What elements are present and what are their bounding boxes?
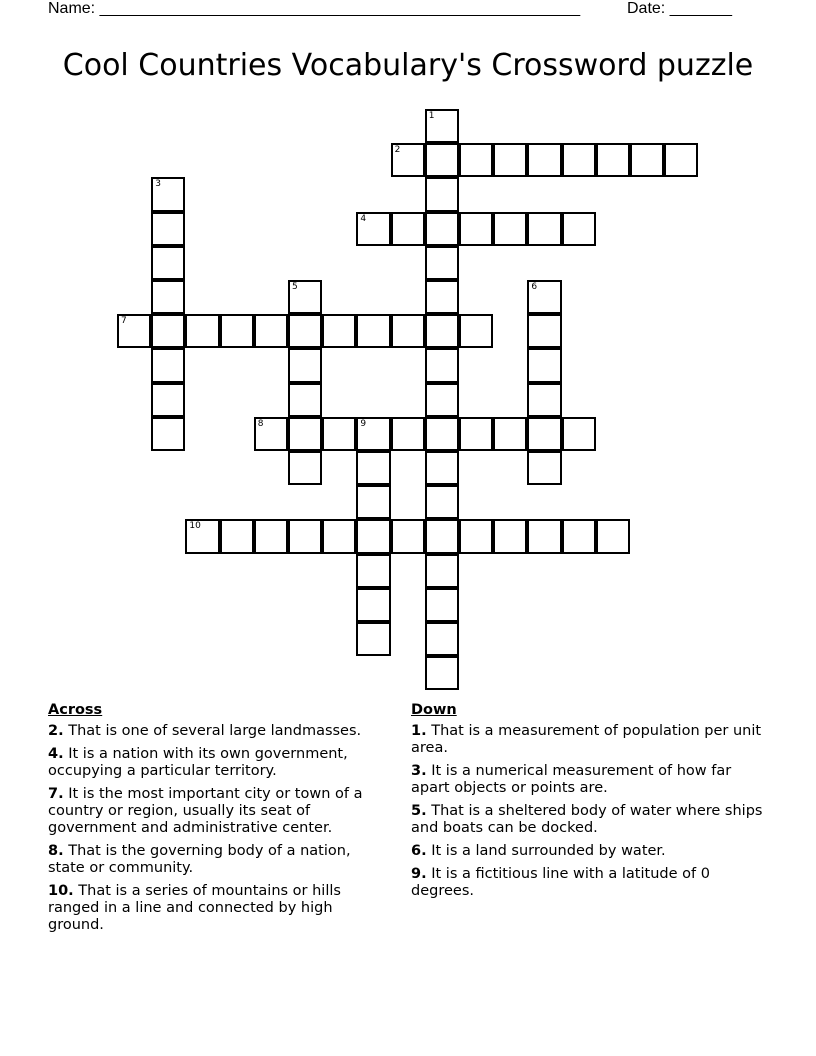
grid-cell[interactable] bbox=[527, 519, 561, 553]
grid-cell[interactable] bbox=[493, 143, 527, 177]
date-line: Date: _______ bbox=[627, 0, 732, 17]
grid-cell[interactable] bbox=[356, 485, 390, 519]
grid-cell[interactable] bbox=[425, 417, 459, 451]
across-heading: Across bbox=[48, 702, 103, 718]
grid-cell[interactable] bbox=[459, 143, 493, 177]
grid-cell[interactable] bbox=[493, 212, 527, 246]
grid-cell[interactable] bbox=[425, 588, 459, 622]
grid-cell[interactable] bbox=[527, 280, 561, 314]
clue-number: 8. bbox=[48, 843, 64, 859]
clue-across bbox=[48, 883, 388, 934]
clue-number: 5. bbox=[411, 803, 427, 819]
grid-cell[interactable] bbox=[425, 314, 459, 348]
grid-cell[interactable] bbox=[151, 246, 185, 280]
name-line: Name: ______________________________________________________ bbox=[48, 0, 581, 17]
grid-cell[interactable] bbox=[254, 519, 288, 553]
grid-cell[interactable] bbox=[527, 314, 561, 348]
page-title: Cool Countries Vocabulary's Crossword puzzle bbox=[62, 48, 754, 83]
clue-text: It is a land surrounded by water. bbox=[431, 843, 666, 859]
grid-cell[interactable] bbox=[151, 417, 185, 451]
grid-cell[interactable] bbox=[391, 519, 425, 553]
grid-cell[interactable] bbox=[356, 212, 390, 246]
clue-down bbox=[411, 843, 763, 860]
clue-text: That is a sheltered body of water where ships and boats can be docked. bbox=[411, 803, 763, 836]
grid-cell[interactable] bbox=[391, 314, 425, 348]
grid-cell[interactable] bbox=[356, 417, 390, 451]
clue-down bbox=[411, 866, 763, 900]
grid-cell[interactable] bbox=[151, 177, 185, 211]
grid-cell[interactable] bbox=[151, 348, 185, 382]
clue-across bbox=[48, 786, 388, 837]
cell-number: 7 bbox=[121, 316, 127, 327]
grid-cell[interactable] bbox=[391, 417, 425, 451]
grid-cell[interactable] bbox=[322, 519, 356, 553]
clue-number: 2. bbox=[48, 723, 64, 739]
grid-cell[interactable] bbox=[288, 519, 322, 553]
grid-cell[interactable] bbox=[459, 314, 493, 348]
grid-cell[interactable] bbox=[151, 280, 185, 314]
grid-cell[interactable] bbox=[151, 314, 185, 348]
grid-cell[interactable] bbox=[356, 519, 390, 553]
cell-number: 3 bbox=[155, 179, 161, 190]
grid-cell[interactable] bbox=[425, 109, 459, 143]
grid-cell[interactable] bbox=[459, 519, 493, 553]
cell-number: 10 bbox=[189, 521, 201, 532]
grid-cell[interactable] bbox=[630, 143, 664, 177]
clue-down bbox=[411, 723, 763, 757]
grid-cell[interactable] bbox=[322, 314, 356, 348]
grid-cell[interactable] bbox=[527, 417, 561, 451]
clue-number: 1. bbox=[411, 723, 427, 739]
clue-number: 6. bbox=[411, 843, 427, 859]
grid-cell[interactable] bbox=[356, 622, 390, 656]
grid-cell[interactable] bbox=[322, 417, 356, 451]
clue-across bbox=[48, 843, 388, 877]
clue-text: It is a fictitious line with a latitude of 0 degrees. bbox=[411, 866, 710, 899]
down-heading: Down bbox=[411, 702, 457, 718]
grid-cell[interactable] bbox=[425, 280, 459, 314]
down-clues bbox=[411, 702, 763, 906]
clue-text: It is a numerical measurement of how far apart objects or points are. bbox=[411, 763, 732, 796]
grid-cell[interactable] bbox=[425, 212, 459, 246]
grid-cell[interactable] bbox=[527, 383, 561, 417]
grid-cell[interactable] bbox=[425, 177, 459, 211]
grid-cell[interactable] bbox=[562, 519, 596, 553]
grid-cell[interactable] bbox=[425, 383, 459, 417]
grid-cell[interactable] bbox=[459, 417, 493, 451]
grid-cell[interactable] bbox=[220, 519, 254, 553]
grid-cell[interactable] bbox=[527, 348, 561, 382]
grid-cell[interactable] bbox=[425, 246, 459, 280]
grid-cell[interactable] bbox=[562, 417, 596, 451]
grid-cell[interactable] bbox=[288, 383, 322, 417]
grid-cell[interactable] bbox=[562, 212, 596, 246]
grid-cell[interactable] bbox=[664, 143, 698, 177]
cell-number: 5 bbox=[292, 282, 298, 292]
grid-cell[interactable] bbox=[288, 280, 322, 314]
grid-cell[interactable] bbox=[596, 143, 630, 177]
cell-number: 1 bbox=[428, 111, 435, 121]
clue-across bbox=[48, 723, 388, 740]
clue-down bbox=[411, 763, 763, 797]
grid-cell[interactable] bbox=[391, 143, 425, 177]
grid-cell[interactable] bbox=[151, 212, 185, 246]
grid-cell[interactable] bbox=[391, 212, 425, 246]
grid-cell[interactable] bbox=[425, 143, 459, 177]
grid-cell[interactable] bbox=[425, 656, 459, 690]
grid-cell[interactable] bbox=[288, 451, 322, 485]
cell-number: 4 bbox=[360, 213, 367, 224]
cell-number: 9 bbox=[360, 418, 367, 429]
grid-cell[interactable] bbox=[527, 451, 561, 485]
clue-text: It is a nation with its own government, occupying a particular territory. bbox=[48, 746, 348, 779]
grid-cell[interactable] bbox=[356, 314, 390, 348]
grid-cell[interactable] bbox=[493, 519, 527, 553]
grid-cell[interactable] bbox=[117, 314, 151, 348]
grid-cell[interactable] bbox=[459, 212, 493, 246]
clue-text: It is the most important city or town of a country or region, usually its seat of government and administrative center. bbox=[48, 786, 363, 836]
clue-text: That is the governing body of a nation, state or community. bbox=[48, 843, 351, 876]
clue-number: 10. bbox=[48, 883, 74, 899]
grid-cell[interactable] bbox=[185, 519, 219, 553]
grid-cell[interactable] bbox=[356, 451, 390, 485]
grid-cell[interactable] bbox=[425, 451, 459, 485]
grid-cell[interactable] bbox=[220, 314, 254, 348]
clue-down bbox=[411, 803, 763, 837]
grid-cell[interactable] bbox=[356, 588, 390, 622]
grid-cell[interactable] bbox=[596, 519, 630, 553]
clue-number: 3. bbox=[411, 763, 427, 779]
clue-text: That is one of several large landmasses. bbox=[68, 723, 362, 739]
grid-cell[interactable] bbox=[493, 417, 527, 451]
grid-cell[interactable] bbox=[425, 622, 459, 656]
cell-number: 8 bbox=[257, 418, 264, 429]
clue-text: That is a series of mountains or hills ranged in a line and connected by high ground. bbox=[48, 883, 341, 933]
grid-cell[interactable] bbox=[254, 417, 288, 451]
cell-number: 2 bbox=[394, 145, 401, 156]
grid-cell[interactable] bbox=[425, 485, 459, 519]
grid-cell[interactable] bbox=[356, 554, 390, 588]
clue-text: That is a measurement of population per unit area. bbox=[411, 723, 762, 756]
clue-number: 9. bbox=[411, 866, 427, 882]
grid-cell[interactable] bbox=[425, 554, 459, 588]
grid-cell[interactable] bbox=[254, 314, 288, 348]
grid-cell[interactable] bbox=[288, 417, 322, 451]
grid-cell[interactable] bbox=[425, 348, 459, 382]
grid-cell[interactable] bbox=[527, 212, 561, 246]
grid-cell[interactable] bbox=[527, 143, 561, 177]
grid-cell[interactable] bbox=[562, 143, 596, 177]
grid-cell[interactable] bbox=[425, 519, 459, 553]
clue-number: 4. bbox=[48, 746, 64, 762]
grid-cell[interactable] bbox=[185, 314, 219, 348]
clue-number: 7. bbox=[48, 786, 64, 802]
grid-cell[interactable] bbox=[151, 383, 185, 417]
cell-number: 6 bbox=[531, 282, 538, 292]
grid-cell[interactable] bbox=[288, 348, 322, 382]
across-clues bbox=[48, 702, 388, 940]
grid-cell[interactable] bbox=[288, 314, 322, 348]
clue-across bbox=[48, 746, 388, 780]
